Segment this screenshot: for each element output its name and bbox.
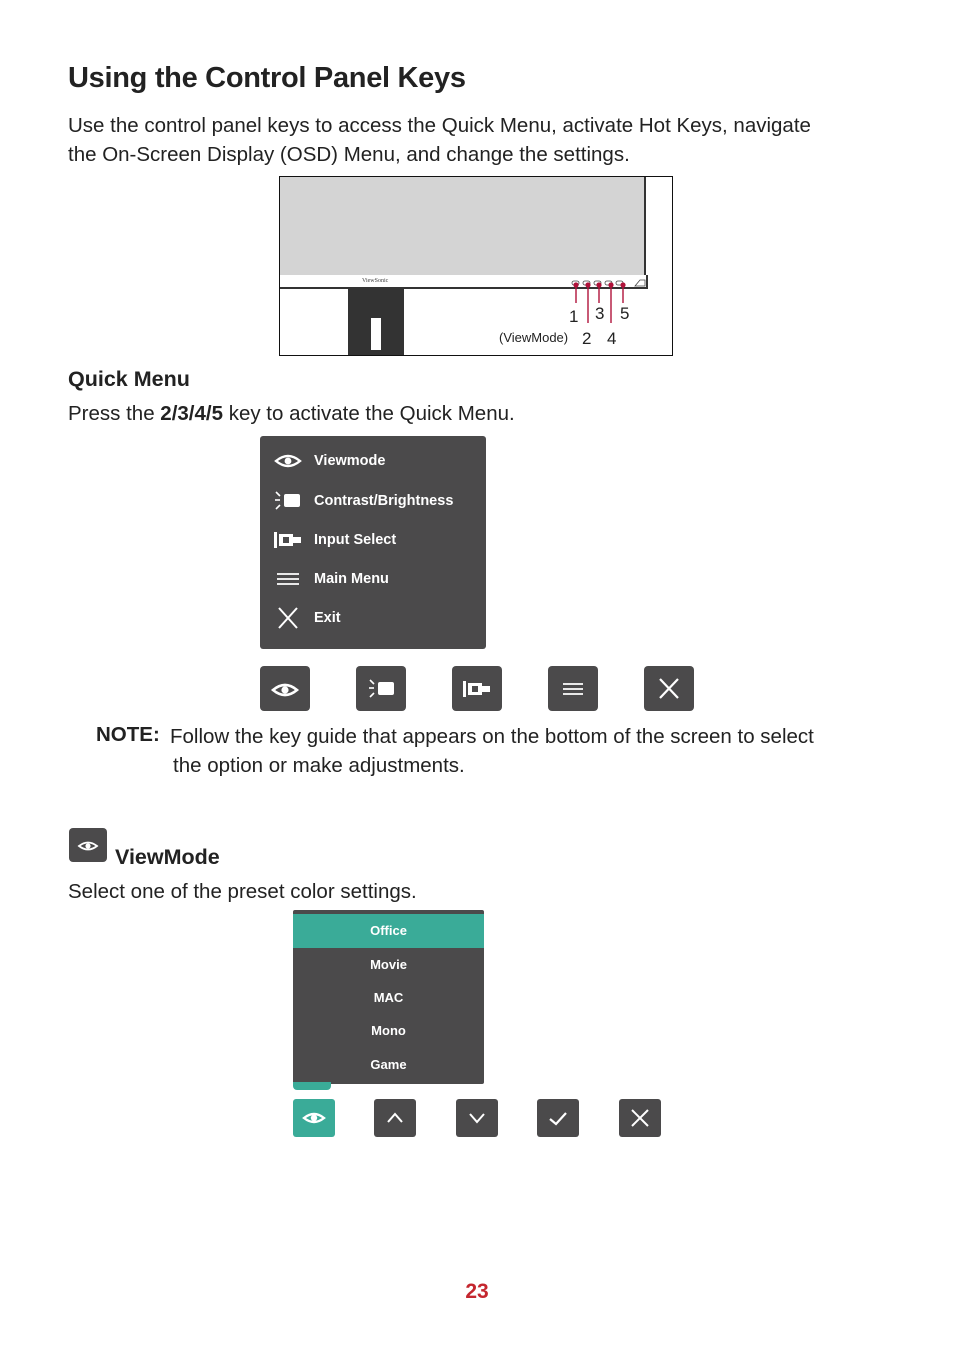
- viewmode-section-icon: [69, 828, 107, 862]
- key-contrast[interactable]: [356, 666, 406, 711]
- quick-menu-instruction: [68, 399, 515, 428]
- contrast-icon: [356, 666, 406, 711]
- quick-menu-label: Contrast/Brightness: [314, 493, 454, 509]
- contrast-icon: [274, 490, 302, 512]
- key-main-menu[interactable]: [548, 666, 598, 711]
- selected-key-tab: [293, 1082, 331, 1090]
- monitor-diagram: [279, 176, 673, 356]
- input-icon: [274, 529, 302, 551]
- menu-icon: [548, 666, 598, 711]
- page-number: 23: [465, 1280, 489, 1303]
- viewmode-key-label: (ViewMode): [499, 330, 569, 345]
- viewmode-option-mono[interactable]: Mono: [371, 1023, 406, 1038]
- instruction-prefix: Press the: [68, 402, 161, 425]
- quick-menu-item-exit[interactable]: [260, 599, 486, 637]
- key-number-1: 1: [569, 307, 579, 326]
- key-number-3: 3: [595, 304, 605, 323]
- monitor-brand: ViewSonic: [362, 278, 389, 284]
- quick-menu-item-contrast[interactable]: [260, 482, 486, 520]
- note-line-1: Follow the key guide that appears on the bottom of the screen to select: [170, 725, 814, 748]
- key-number-4: 4: [607, 329, 617, 348]
- key-number-5: 5: [620, 304, 630, 323]
- check-icon: [537, 1099, 579, 1137]
- page-title: Using the Control Panel Keys: [68, 62, 466, 94]
- viewmode-key-confirm[interactable]: [537, 1099, 579, 1137]
- input-icon: [452, 666, 502, 711]
- viewmode-key-exit[interactable]: [619, 1099, 661, 1137]
- key-input[interactable]: [452, 666, 502, 711]
- close-icon: [274, 607, 302, 629]
- quick-menu-label: Viewmode: [314, 453, 386, 469]
- viewmode-key-active[interactable]: [293, 1099, 335, 1137]
- viewmode-option-mac[interactable]: MAC: [373, 990, 404, 1005]
- viewmode-option-movie[interactable]: Movie: [370, 957, 407, 972]
- eye-icon: [260, 666, 310, 711]
- chevron-down-icon: [456, 1099, 498, 1137]
- menu-icon: [274, 568, 302, 590]
- note-line-2: the option or make adjustments.: [173, 754, 465, 777]
- instruction-suffix: key to activate the Quick Menu.: [223, 402, 515, 425]
- viewmode-option-game[interactable]: Game: [370, 1057, 407, 1072]
- quick-menu-label: Main Menu: [314, 571, 389, 587]
- viewmode-key-up[interactable]: [374, 1099, 416, 1137]
- viewmode-option-office[interactable]: Office: [293, 914, 484, 948]
- quick-menu-label: Input Select: [314, 532, 397, 548]
- viewmode-description: Select one of the preset color settings.: [68, 880, 417, 903]
- intro-line-1: Use the control panel keys to access the Quick Menu, activate Hot Keys, navigate: [68, 114, 811, 137]
- instruction-keys: 2/3/4/5: [160, 402, 223, 425]
- close-icon: [619, 1099, 661, 1137]
- close-icon: [644, 666, 694, 711]
- key-viewmode[interactable]: [260, 666, 310, 711]
- quick-menu-item-input[interactable]: [260, 521, 486, 559]
- intro-line-2: the On-Screen Display (OSD) Menu, and change the settings.: [68, 143, 630, 166]
- quick-menu-item-viewmode[interactable]: [260, 442, 486, 480]
- eye-icon: [69, 828, 107, 862]
- viewmode-menu: [293, 910, 484, 1084]
- key-number-2: 2: [582, 329, 592, 348]
- chevron-up-icon: [374, 1099, 416, 1137]
- quick-menu-panel: [260, 436, 486, 649]
- eye-icon: [293, 1099, 335, 1137]
- eye-icon: [274, 450, 302, 472]
- power-led-icon: [634, 278, 646, 287]
- quick-menu-item-main-menu[interactable]: [260, 560, 486, 598]
- viewmode-key-down[interactable]: [456, 1099, 498, 1137]
- monitor-screen: [280, 177, 646, 277]
- viewmode-heading: ViewMode: [115, 845, 220, 869]
- key-exit[interactable]: [644, 666, 694, 711]
- quick-menu-heading: Quick Menu: [68, 367, 190, 391]
- quick-menu-label: Exit: [314, 610, 341, 626]
- note-label: NOTE:: [96, 723, 160, 746]
- stand-cable-slot: [370, 317, 382, 351]
